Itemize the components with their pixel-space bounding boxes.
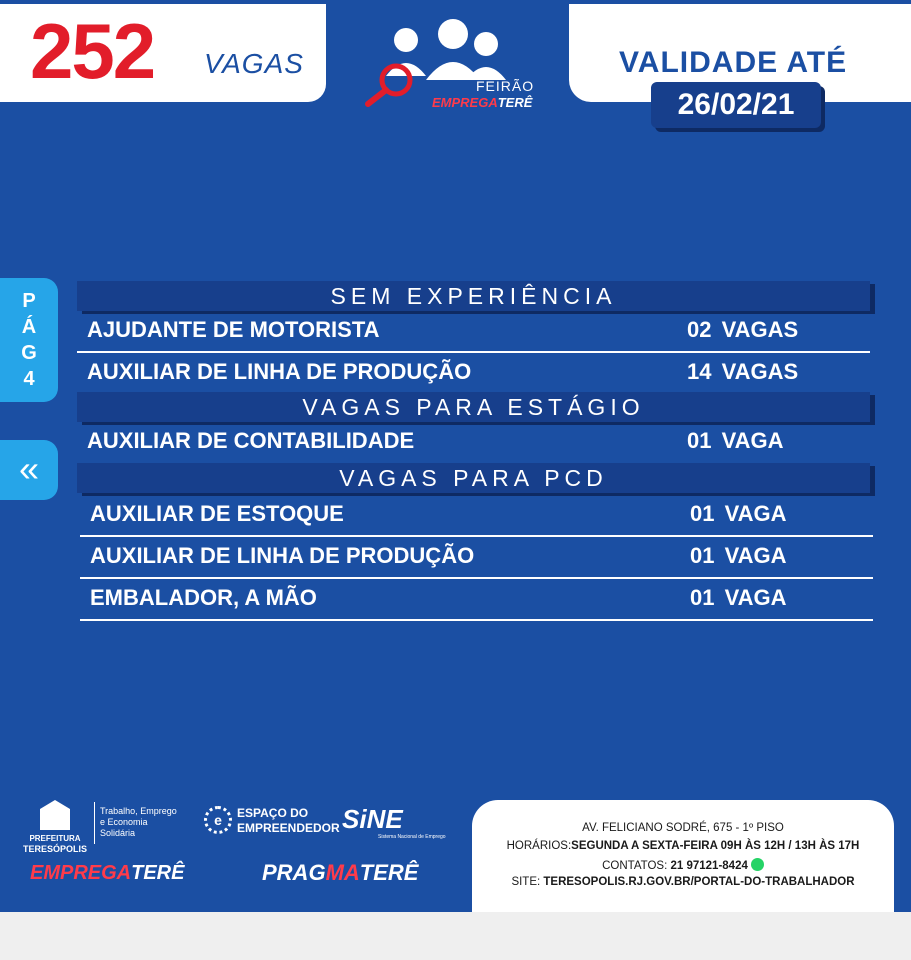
contacts-label: CONTATOS: [602,860,671,872]
job-name: AUXILIAR DE CONTABILIDADE [87,428,415,453]
job-row [80,579,873,621]
logo-divider [94,802,95,844]
page-letter: P [22,290,36,312]
phone-number[interactable]: 21 97121-8424 [670,860,748,872]
empregatere-logo [30,862,184,885]
validity-date: 26/02/21 [677,88,795,121]
address: AV. FELICIANO SODRÉ, 675 - 1º PISO [582,822,784,834]
opening-hours [472,840,894,852]
whatsapp-icon [751,858,764,871]
job-row [80,495,873,537]
logo-feirao-text: FEIRÃO [476,78,535,94]
logo-tere-part: TERÊ [497,95,533,110]
hours-label: HORÁRIOS: [506,840,572,852]
job-row [77,353,870,395]
job-name: AUXILIAR DE ESTOQUE [90,501,344,526]
section-header [77,463,870,493]
teresopolis-label: TERESÓPOLIS [22,844,87,854]
page-letter: G [21,342,37,364]
job-name: AUXILIAR DE LINHA DE PRODUÇÃO [90,543,475,568]
job-row [80,537,873,579]
pragmatere-logo [262,860,418,886]
logo-emprega-part: EMPREGA [432,95,498,110]
espaco-line: ESPAÇO DO [237,806,309,820]
vacancy-count: 252 [30,7,155,95]
section-title: VAGAS PARA ESTÁGIO [302,394,645,420]
secretaria-line: Trabalho, Emprego [100,806,177,816]
sine-subtitle: Sistema Nacional de Emprego [378,834,446,840]
prefeitura-label: PREFEITURA [29,834,81,843]
job-quantity: 14 VAGAS [687,359,799,384]
job-quantity: 02 VAGAS [687,317,799,342]
job-quantity: 01 VAGA [690,585,787,610]
pragma-ma: MA [325,860,360,885]
secretaria-line: e Economia [100,817,148,827]
job-name: AUXILIAR DE LINHA DE PRODUÇÃO [87,359,472,384]
contact-info-box [472,800,894,912]
logo-emprega-text [432,95,532,110]
job-quantity: 01 VAGA [690,501,787,526]
city-crest-icon [40,800,70,830]
page-number: 4 [23,368,35,390]
vacancy-count-label: VAGAS [204,48,304,79]
job-name: EMBALADOR, A MÃO [90,585,317,610]
prefeitura-logo [20,800,90,854]
secretaria-line: Solidária [100,828,136,838]
section-title: VAGAS PARA PCD [339,465,608,491]
bottom-margin [0,912,911,960]
double-chevron-left-icon: « [18,448,40,489]
section-header [77,281,870,311]
partner-logos [0,790,470,900]
section-header [77,392,870,422]
pragma-tere: TERÊ [359,860,419,885]
job-row [77,422,870,464]
validity-label: VALIDADE ATÉ [619,46,848,79]
previous-page-button[interactable] [0,440,58,500]
site-label: SITE: [511,876,544,888]
contacts [472,858,894,872]
espaco-empreendedor-icon: e [204,806,232,834]
section-title: SEM EXPERIÊNCIA [330,283,617,309]
espaco-line: EMPREENDEDOR [237,821,340,835]
hours-value: SEGUNDA A SEXTA-FEIRA 09H ÀS 12H / 13H ÀS 17H [571,840,860,852]
secretaria-label [100,806,177,839]
validity-date-badge [651,82,821,128]
job-quantity: 01 VAGA [690,543,787,568]
job-row [77,311,870,353]
pragma-part: PRAG [262,860,326,885]
page-indicator-tab [0,278,58,402]
job-name: AJUDANTE DE MOTORISTA [87,317,380,342]
job-quantity: 01 VAGA [687,428,784,453]
empregatere-tere: TERÊ [131,862,185,884]
espaco-empreendedor-logo [237,806,340,836]
vacancy-count-box [0,4,326,102]
empregatere-part: EMPREGA [30,862,132,884]
sine-logo: SiNE [342,804,403,834]
site-link[interactable]: TERESOPOLIS.RJ.GOV.BR/PORTAL-DO-TRABALHADOR [543,876,855,888]
website [472,876,894,888]
page-letter: Á [21,316,37,338]
